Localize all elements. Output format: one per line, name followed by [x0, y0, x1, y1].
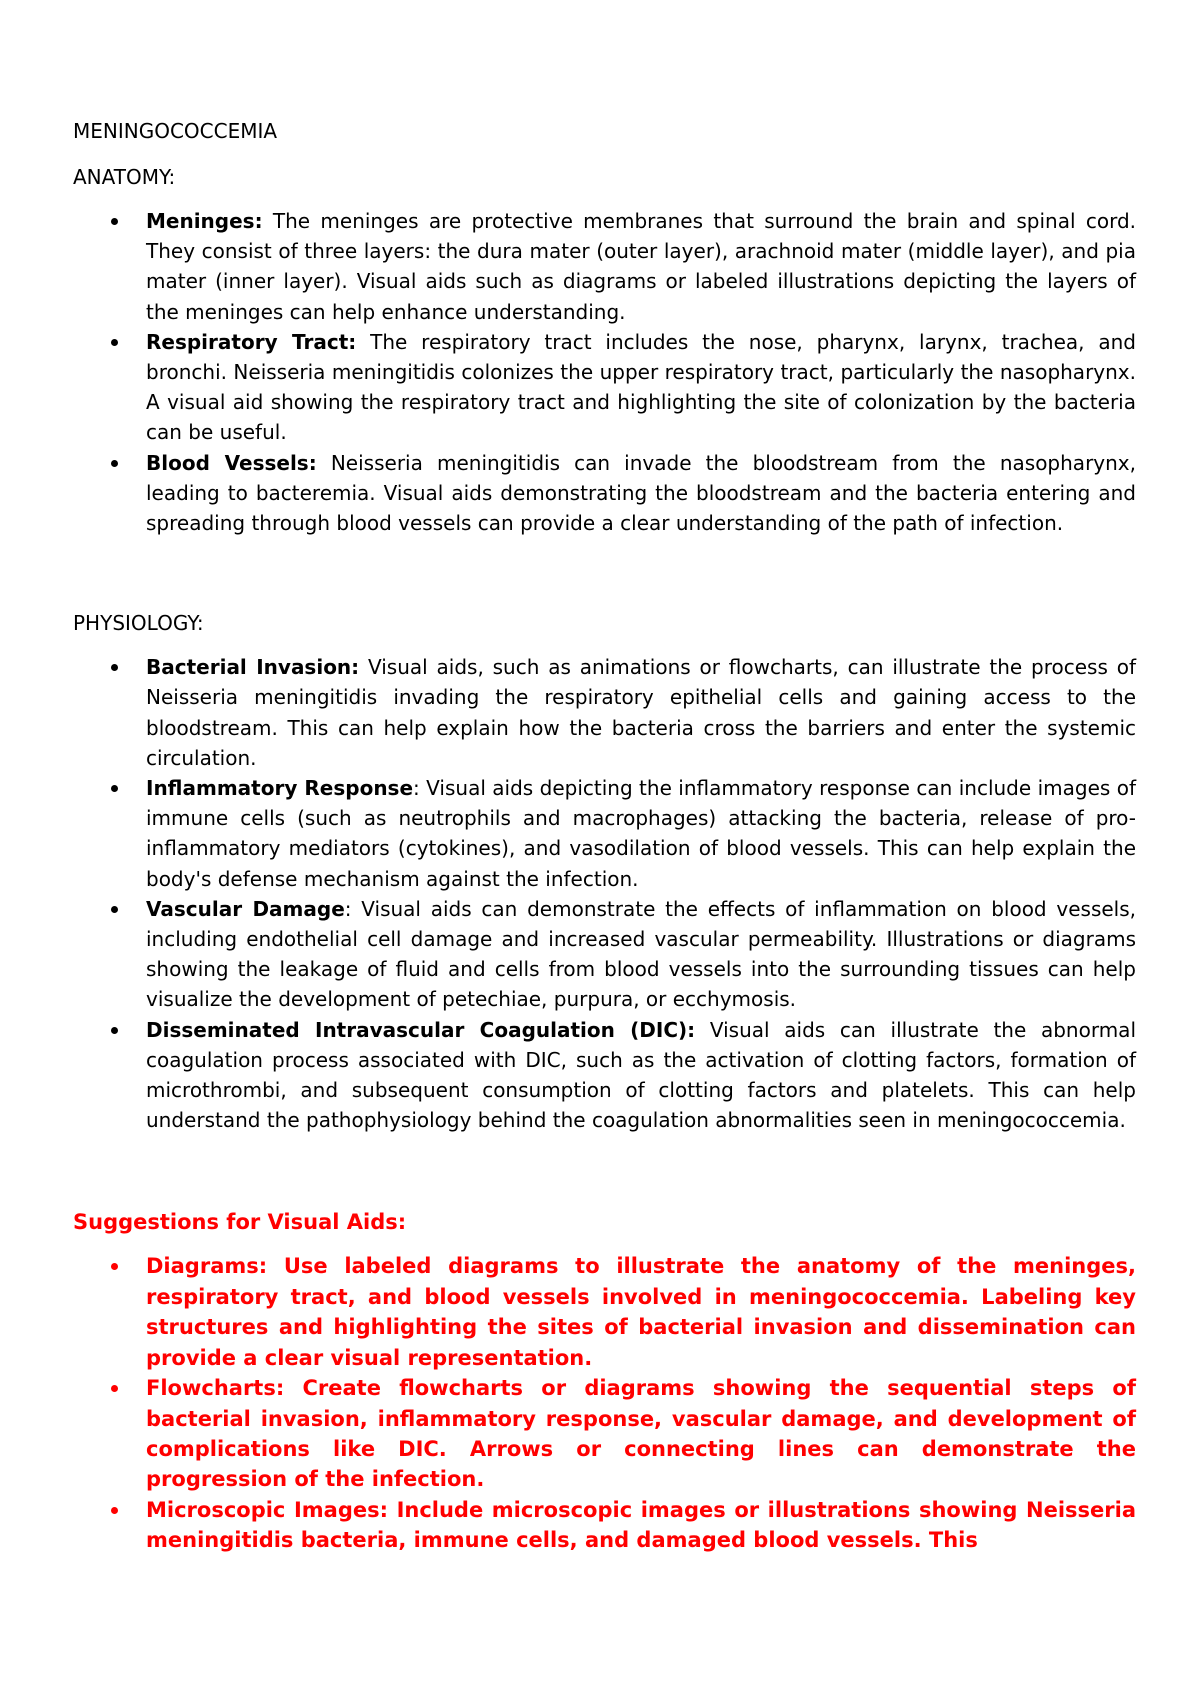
bullet-icon: [111, 785, 118, 792]
suggestions-heading: Suggestions for Visual Aids:: [73, 1210, 407, 1235]
document-page: [73, 116, 1136, 1556]
item-term: Bacterial Invasion:: [146, 655, 360, 680]
anatomy-heading: ANATOMY:: [73, 165, 176, 189]
bullet-icon: [111, 218, 118, 225]
suggestions-section: [73, 1207, 1136, 1555]
list-item: [73, 652, 1136, 773]
list-item: [73, 206, 1136, 327]
bullet-icon: [111, 1385, 118, 1392]
item-text: The meninges are protective membranes that surround the brain and spinal cord. They consist of three layers: the dura mater (outer layer), arachnoid mater (middle layer), and pia mater (inner layer). Visual aids such as diagrams or labeled illustrations depicting the layers of the meninges can help enhance understanding.: [146, 209, 1136, 324]
list-item: [73, 1015, 1136, 1136]
anatomy-section: [73, 162, 1136, 538]
list-item: [73, 773, 1136, 894]
bullet-icon: [111, 1507, 118, 1514]
list-item: [73, 894, 1136, 1015]
physiology-heading: PHYSIOLOGY:: [73, 611, 204, 636]
item-text: Visual aids, such as animations or flowcharts, can illustrate the process of Neisseria meningitidis invading the respiratory epithelial cells and gaining access to the bloodstream. This can help explain how the bacteria cross the barriers and enter the systemic circulation.: [146, 655, 1136, 770]
bullet-icon: [111, 339, 118, 346]
item-term: Vascular Damage: [146, 896, 345, 921]
item-text: Microscopic Images: Include microscopic images or illustrations showing Neisseria meningitidis bacteria, immune cells, and damaged blood vessels. This: [146, 1497, 1136, 1553]
bullet-icon: [111, 1263, 118, 1270]
suggestions-list: [73, 1251, 1136, 1555]
anatomy-list: [73, 206, 1136, 538]
spacer: [73, 1135, 1136, 1207]
bullet-icon: [111, 906, 118, 913]
item-term: Disseminated Intravascular Coagulation (DIC):: [146, 1017, 696, 1042]
list-item: [73, 1373, 1136, 1495]
item-text: : Visual aids can demonstrate the effects of inflammation on blood vessels, including endothelial cell damage and increased vascular permeability. Illustrations or diagrams showing the leakage of fluid and cells from blood vessels into the surrounding tissues can help visualize the development of petechiae, purpura, or ecchymosis.: [146, 896, 1137, 1012]
item-term: Inflammatory Response: [146, 776, 414, 801]
item-text: Diagrams: Use labeled diagrams to illustrate the anatomy of the meninges, respiratory tract, and blood vessels involved in meningococcemia. Labeling key structures and highlighting the sites of bacterial invasion and dissemination can provide a clear visual representation.: [146, 1254, 1136, 1370]
item-term: Blood Vessels:: [146, 450, 317, 475]
list-item: [73, 327, 1136, 448]
item-term: Meninges:: [146, 209, 263, 233]
item-text: Visual aids can illustrate the abnormal coagulation process associated with DIC, such as the activation of clotting factors, formation of microthrombi, and subsequent consumption of clotting factors and platelets. This can help understand the pathophysiology behind the coagulation abnormalities seen in meningococcemia.: [146, 1017, 1136, 1133]
physiology-list: [73, 652, 1136, 1135]
bullet-icon: [111, 460, 118, 467]
physiology-section: [73, 608, 1136, 1135]
item-text: Neisseria meningitidis can invade the bloodstream from the nasopharynx, leading to bacteremia. Visual aids demonstrating the bloodstream and the bacteria entering and spreading through blood vessels can provide a clear understanding of the path of infection.: [146, 450, 1136, 536]
item-term: Respiratory Tract:: [146, 329, 357, 354]
bullet-icon: [111, 664, 118, 671]
item-text: Flowcharts: Create flowcharts or diagrams showing the sequential steps of bacterial invasion, inflammatory response, vascular damage, and development of complications like DIC. Arrows or connecting lines can demonstrate the progression of the infection.: [146, 1376, 1136, 1492]
list-item: [73, 448, 1136, 539]
list-item: [73, 1495, 1136, 1556]
list-item: [73, 1251, 1136, 1373]
document-title: MENINGOCOCCEMIA: [73, 119, 278, 143]
item-text: : Visual aids depicting the inflammatory response can include images of immune cells (such as neutrophils and macrophages) attacking the bacteria, release of pro-inflammatory mediators (cytokines), and vasodilation of blood vessels. This can help explain the body's defense mechanism against the infection.: [146, 776, 1136, 891]
item-text: The respiratory tract includes the nose, pharynx, larynx, trachea, and bronchi. Neisseria meningitidis colonizes the upper respiratory tract, particularly the nasopharynx. A visual aid showing the respiratory tract and highlighting the site of colonization by the bacteria can be useful.: [146, 329, 1136, 445]
bullet-icon: [111, 1027, 118, 1034]
spacer: [73, 538, 1136, 608]
